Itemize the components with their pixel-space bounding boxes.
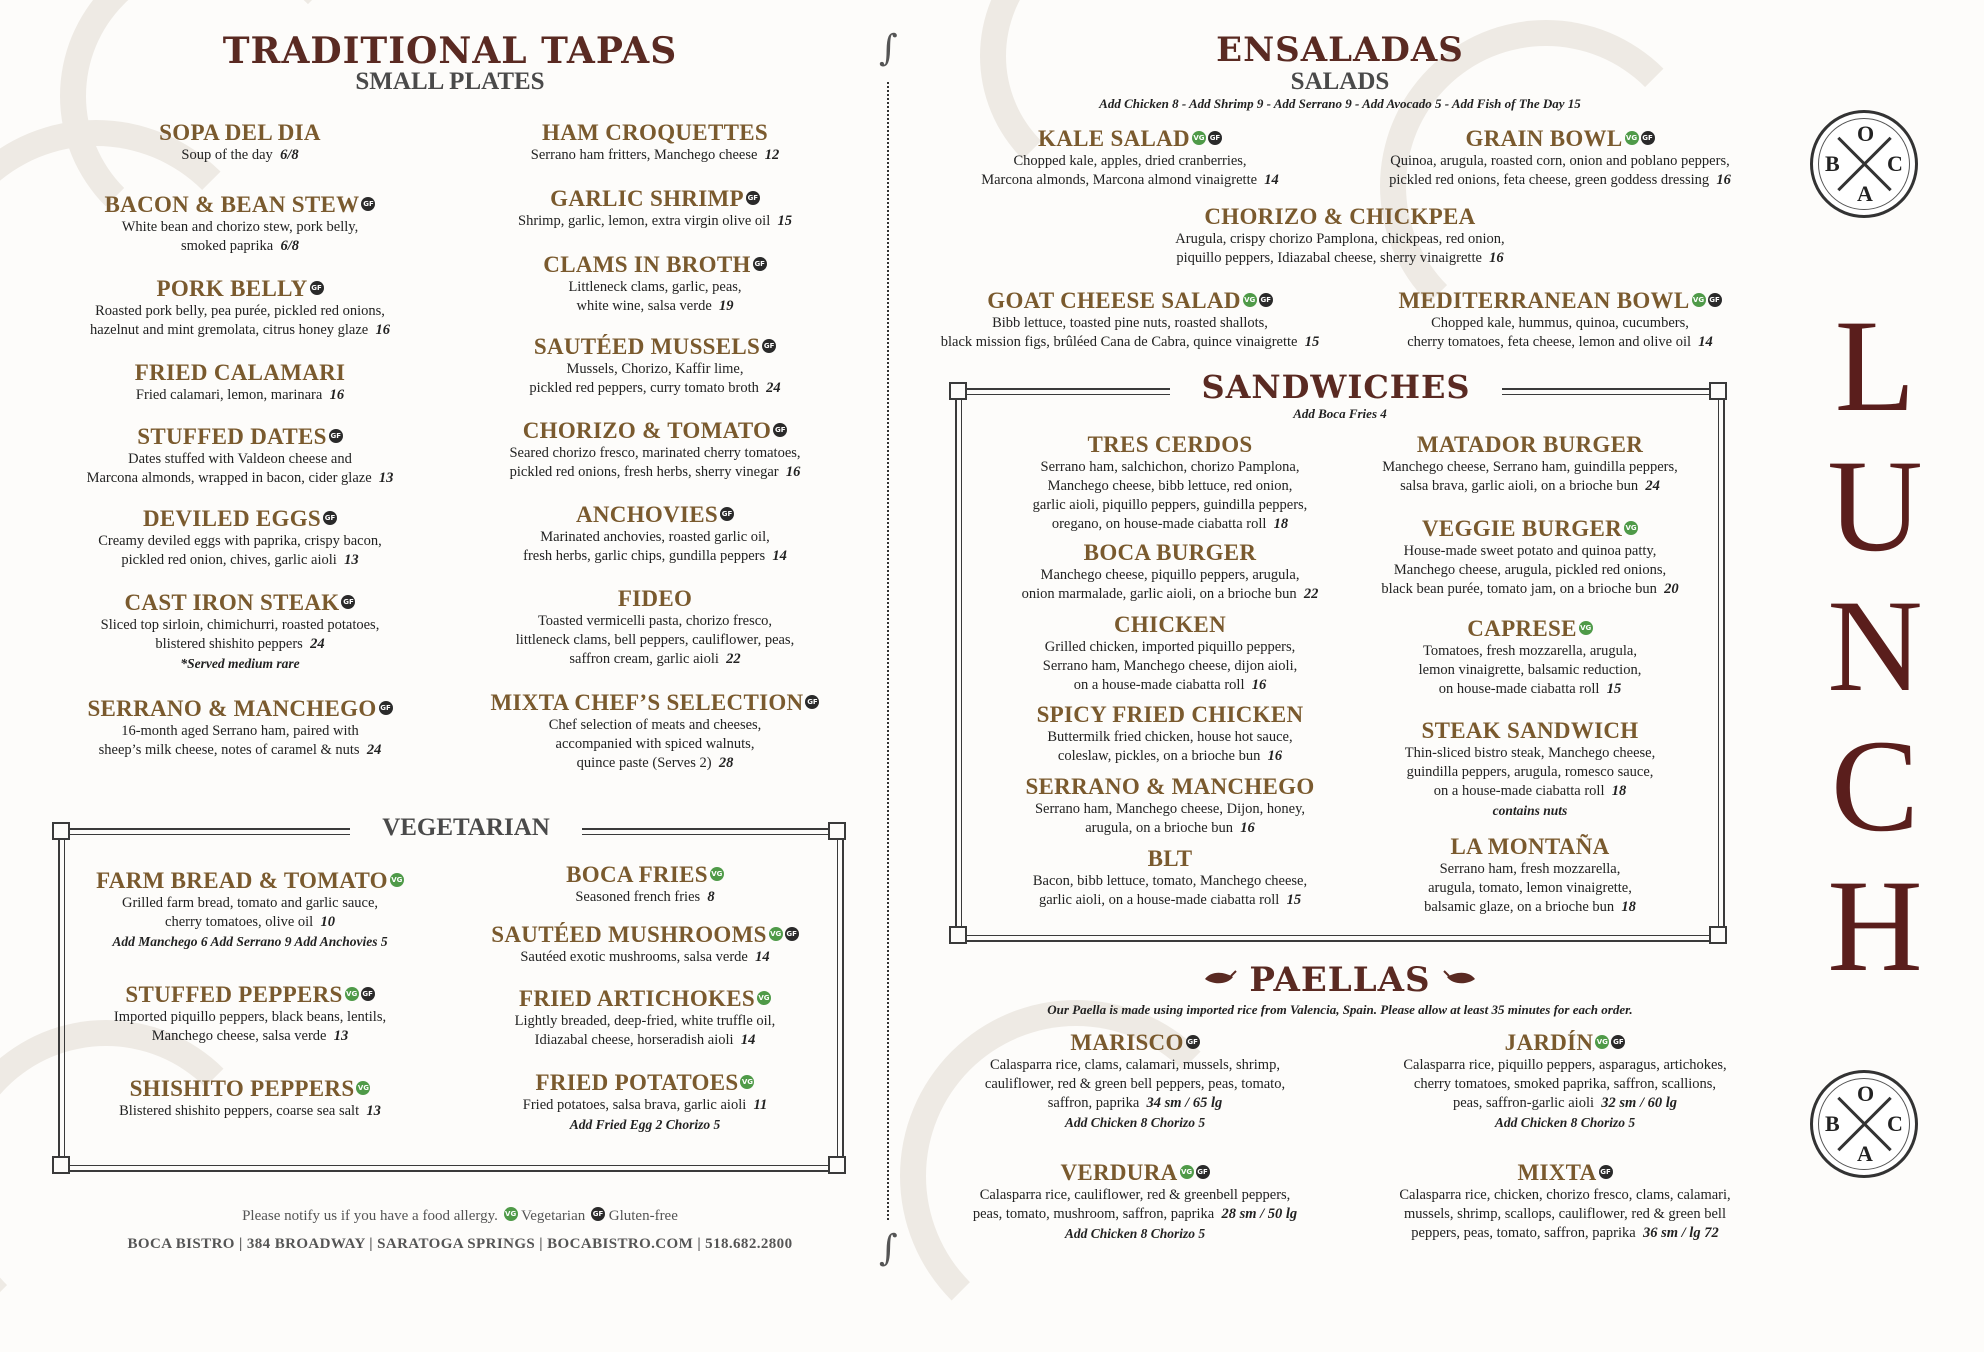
menu-item (460, 334, 850, 398)
menu-item-price: 18 (1273, 516, 1289, 532)
allergy-note: Please notify us if you have a food allergy. (242, 1208, 498, 1224)
menu-item-description: Littleneck clams, garlic, peas, white wine, salsa verde 19 (568, 279, 742, 314)
paellas-heading (1090, 960, 1590, 1000)
chili-pepper-icon (1443, 969, 1477, 987)
menu-item-description: Tomatoes, fresh mozzarella, arugula, lemon vinaigrette, balsamic reduction, on house-made ciabatta roll 15 (1418, 643, 1642, 697)
menu-item (460, 922, 830, 967)
boca-logo: O B C A (1810, 110, 1918, 218)
menu-item-name: BACON & BEAN STEW GF (104, 192, 374, 217)
menu-item-name: BOCA BURGER (1083, 540, 1257, 565)
boca-logo: O B C A (1810, 1070, 1918, 1178)
menu-item-description: White bean and chorizo stew, pork belly, smoked paprika 6/8 (121, 219, 359, 254)
menu-item-name: PORK BELLY GF (156, 276, 322, 301)
menu-item-name: TRES CERDOS (1087, 432, 1253, 457)
vegetarian-badge-icon: VG (769, 927, 783, 941)
menu-item-description: Grilled chicken, imported piquillo peppers, Serrano ham, Manchego cheese, dijon aioli, on a house-made ciabatta roll 16 (1042, 639, 1298, 693)
menu-item-description: Toasted vermicelli pasta, chorizo fresco, littleneck clams, bell peppers, cauliflower, peas, saffron cream, garlic aioli 22 (515, 613, 795, 667)
menu-item-description: Seasoned french fries 8 (575, 889, 715, 905)
menu-item (925, 288, 1335, 352)
menu-item-name: MATADOR BURGER (1416, 432, 1644, 457)
menu-item-description: Lightly breaded, deep-fried, white truffle oil, Idiazabal cheese, horseradish aioli 14 (514, 1013, 776, 1048)
menu-item-name: FARM BREAD & TOMATO VG (96, 868, 403, 893)
menu-item-description: Roasted pork belly, pea purée, pickled red onions, hazelnut and mint gremolata, citrus honey glaze 16 (90, 303, 390, 338)
menu-item-price: 6/8 (280, 238, 299, 254)
lunch-letter: L (1834, 292, 1916, 439)
box-corner (52, 1156, 70, 1174)
gluten-free-label: Gluten-free (608, 1208, 678, 1224)
gluten-free-badge-icon: GF (1641, 131, 1655, 145)
menu-item (460, 1070, 830, 1134)
allergy-legend (60, 1208, 860, 1225)
menu-item-description: Serrano ham fritters, Manchego cheese 12 (530, 147, 780, 163)
menu-item (60, 696, 420, 760)
menu-item-description: Soup of the day 6/8 (181, 147, 299, 163)
menu-item (1345, 288, 1775, 352)
gluten-free-badge-icon: GF (746, 191, 760, 205)
menu-item-description: Chopped kale, hummus, quinoa, cucumbers, cherry tomatoes, feta cheese, lemon and olive oil 14 (1407, 315, 1713, 350)
gluten-free-badge-icon: GF (785, 927, 799, 941)
menu-item-price: 13 (366, 1103, 381, 1119)
menu-item-description: Calasparra rice, cauliflower, red & greenbell peppers, peas, tomato, mushroom, saffron, paprika 28 sm / 50 lg (972, 1187, 1298, 1222)
menu-item-name: MIXTA CHEF’S SELECTION GF (490, 690, 818, 715)
menu-item (60, 590, 420, 673)
vegetarian-title: VEGETARIAN (350, 814, 582, 842)
vegetarian-badge-icon: VG (356, 1081, 370, 1095)
vegetarian-badge-icon: VG (1692, 293, 1706, 307)
menu-item-price: 18 (1621, 899, 1636, 915)
menu-item (1345, 834, 1715, 917)
menu-item-price: 34 sm / 65 lg (1146, 1095, 1223, 1111)
menu-item-price: 32 sm / 60 lg (1601, 1095, 1678, 1111)
menu-item-price: 16 (1240, 820, 1255, 836)
menu-item-price: 16 (1267, 748, 1283, 764)
vegetarian-badge-icon: VG (1180, 1165, 1194, 1179)
menu-item (60, 424, 420, 488)
menu-item-price: 14 (772, 548, 787, 564)
menu-item-price: 6/8 (280, 147, 299, 163)
menu-item (460, 418, 850, 482)
menu-item-price: 13 (378, 470, 394, 486)
gluten-free-badge-icon: GF (1186, 1035, 1200, 1049)
menu-item-price: 11 (753, 1097, 768, 1113)
ensaladas-title: ENSALADAS (1216, 30, 1464, 70)
menu-item-name: SHISHITO PEPPERS VG (129, 1076, 370, 1101)
vegetarian-badge-icon: VG (504, 1207, 518, 1221)
menu-item (925, 1160, 1345, 1243)
box-corner (949, 382, 967, 400)
menu-item-name: KALE SALAD VG GF (1038, 126, 1221, 151)
menu-item-name: STUFFED PEPPERS VG GF (125, 982, 373, 1007)
menu-item-price: 16 (1489, 250, 1504, 266)
lunch-letter: U (1827, 432, 1923, 579)
menu-item (70, 1076, 430, 1121)
menu-item-description: Serrano ham, salchichon, chorizo Pamplona, Manchego cheese, bibb lettuce, red onion, garlic aioli, piquillo peppers, guindilla peppers, oregano, on house-made ciabatta roll 18 (1032, 459, 1308, 532)
menu-item-name: HAM CROQUETTES (542, 120, 768, 145)
tapas-subtitle: SMALL PLATES (355, 68, 545, 95)
box-corner (828, 822, 846, 840)
menu-item-price: 13 (344, 552, 359, 568)
gluten-free-badge-icon: GF (341, 595, 355, 609)
menu-item-description: Serrano ham, Manchego cheese, Dijon, honey, arugula, on a brioche bun 16 (1034, 801, 1306, 836)
menu-item-name: FRIED CALAMARI (134, 360, 346, 385)
vegetarian-badge-icon: VG (1192, 131, 1206, 145)
menu-item (1345, 616, 1715, 699)
menu-item-description: Calasparra rice, piquillo peppers, asparagus, artichokes, cherry tomatoes, smoked paprika, saffron, scallions, peas, saffron-garlic aioli 32 sm / 60 lg (1403, 1057, 1727, 1111)
menu-item-name: BOCA FRIES VG (566, 862, 723, 887)
menu-item-description: Quinoa, arugula, roasted corn, onion and poblano peppers, pickled red onions, feta cheese, green goddess dressing 16 (1389, 153, 1731, 188)
menu-item (925, 1030, 1345, 1132)
menu-item-description: Calasparra rice, clams, calamari, mussels, shrimp, cauliflower, red & green bell peppers, peas, tomato, saffron, paprika 34 sm / 65 lg (984, 1057, 1286, 1111)
menu-item (975, 540, 1365, 604)
menu-item-price: 16 (1251, 677, 1267, 693)
menu-item-name: CHICKEN (1113, 612, 1226, 637)
gluten-free-badge-icon: GF (379, 701, 393, 715)
paellas-title: PAELLAS (1249, 960, 1431, 1000)
menu-item-description: Imported piquillo peppers, black beans, lentils, Manchego cheese, salsa verde 13 (113, 1009, 387, 1044)
gluten-free-badge-icon: GF (591, 1207, 605, 1221)
menu-item (460, 586, 850, 669)
menu-item-price: 36 sm / lg 72 (1642, 1225, 1719, 1241)
menu-item (60, 120, 420, 165)
menu-item-name: STUFFED DATES GF (137, 424, 341, 449)
menu-item-price: 16 (1716, 172, 1731, 188)
gluten-free-badge-icon: GF (753, 257, 767, 271)
gluten-free-badge-icon: GF (720, 507, 734, 521)
menu-item (1345, 1030, 1785, 1132)
gluten-free-badge-icon: GF (805, 695, 819, 709)
menu-item-price: 15 (1606, 681, 1622, 697)
menu-item-description: Sliced top sirloin, chimichurri, roasted potatoes, blistered shishito peppers 24 (100, 617, 380, 652)
box-corner (1709, 382, 1727, 400)
gluten-free-badge-icon: GF (773, 423, 787, 437)
menu-item-price: 8 (707, 889, 715, 905)
menu-item (70, 982, 430, 1046)
menu-item-description: Shrimp, garlic, lemon, extra virgin olive oil 15 (518, 213, 792, 229)
gluten-free-badge-icon: GF (762, 339, 776, 353)
menu-item-name: STEAK SANDWICH (1421, 718, 1639, 743)
gluten-free-badge-icon: GF (323, 511, 337, 525)
menu-item-extra: Add Chicken 8 Chorizo 5 (1064, 1226, 1206, 1241)
vegetarian-badge-icon: VG (390, 873, 404, 887)
vegetarian-badge-icon: VG (1595, 1035, 1609, 1049)
menu-item-description: Bibb lettuce, toasted pine nuts, roasted shallots, black mission figs, brûléed Cana de Cabra, quince vinaigrette 15 (940, 315, 1320, 350)
menu-item (460, 252, 850, 316)
menu-item-name: CAST IRON STEAK GF (124, 590, 354, 615)
menu-item (60, 506, 420, 570)
menu-item (460, 986, 830, 1050)
ensaladas-note: Add Chicken 8 - Add Shrimp 9 - Add Serrano 9 - Add Avocado 5 - Add Fish of The Day 15 (1099, 96, 1581, 111)
chili-pepper-icon (1203, 969, 1237, 987)
menu-item-description: Serrano ham, fresh mozzarella, arugula, tomato, lemon vinaigrette, balsamic glaze, on a brioche bun 18 (1424, 861, 1636, 915)
menu-item-description: Dates stuffed with Valdeon cheese and Marcona almonds, wrapped in bacon, cider glaze 13 (86, 451, 394, 486)
menu-item (60, 192, 420, 256)
menu-item-name: MIXTA GF (1517, 1160, 1611, 1185)
tapas-title: TRADITIONAL TAPAS (222, 30, 678, 72)
gluten-free-badge-icon: GF (310, 281, 324, 295)
menu-item-name: SAUTÉED MUSSELS GF (533, 334, 775, 359)
menu-item-description: Grilled farm bread, tomato and garlic sauce, cherry tomatoes, olive oil 10 (121, 895, 379, 930)
vegetarian-badge-icon: VG (1243, 293, 1257, 307)
menu-item (460, 862, 830, 907)
menu-item-price: 22 (726, 651, 741, 667)
menu-item (925, 126, 1335, 190)
menu-item-name: GOAT CHEESE SALAD VG GF (987, 288, 1271, 313)
menu-item-price: 28 sm / 50 lg (1221, 1206, 1298, 1222)
vegetarian-badge-icon: VG (345, 987, 359, 1001)
sandwiches-note: Add Boca Fries 4 (1293, 406, 1387, 421)
box-corner (949, 926, 967, 944)
menu-item-name: CLAMS IN BROTH GF (543, 252, 765, 277)
menu-item (60, 360, 420, 405)
gluten-free-badge-icon: GF (1708, 293, 1722, 307)
menu-item-name: BLT (1147, 846, 1193, 871)
center-divider (887, 82, 889, 1220)
menu-item-name: ANCHOVIES GF (575, 502, 733, 527)
vegetarian-badge-icon: VG (757, 991, 771, 1005)
vegetarian-badge-icon: VG (1624, 521, 1638, 535)
vegetarian-badge-icon: VG (1625, 131, 1639, 145)
menu-item-name: SOPA DEL DIA (159, 120, 321, 145)
scroll-ornament-icon: ∫ (879, 28, 898, 69)
menu-item (460, 690, 850, 773)
menu-item-name: SERRANO & MANCHEGO (1025, 774, 1315, 799)
menu-item (975, 774, 1365, 838)
menu-item (460, 120, 850, 165)
menu-item-extra: Add Manchego 6 Add Serrano 9 Add Anchovies 5 (112, 934, 388, 949)
menu-item (460, 502, 850, 566)
menu-item-name: MEDITERRANEAN BOWL VG GF (1398, 288, 1720, 313)
gluten-free-badge-icon: GF (1599, 1165, 1613, 1179)
menu-item-description: Calasparra rice, chicken, chorizo fresco, clams, calamari, mussels, shrimp, scallops, cauliflower, red & green bell peppers, peas, tomato, saffron, paprika 36 sm / lg 72 (1399, 1187, 1731, 1241)
menu-item-extra: *Served medium rare (180, 656, 300, 671)
gluten-free-badge-icon: GF (329, 429, 343, 443)
gluten-free-badge-icon: GF (1208, 131, 1222, 145)
menu-item-description: Chopped kale, apples, dried cranberries, Marcona almonds, Marcona almond vinaigrette 14 (981, 153, 1279, 188)
menu-item-name: FIDEO (617, 586, 693, 611)
menu-item-name: DEVILED EGGS GF (142, 506, 336, 531)
menu-item (460, 186, 850, 231)
menu-item-extra: Add Fried Egg 2 Chorizo 5 (569, 1117, 721, 1132)
menu-item-description: Chef selection of meats and cheeses, accompanied with spiced walnuts, quince paste (Serves 2) 28 (548, 717, 762, 771)
menu-item-extra: Add Chicken 8 Chorizo 5 (1494, 1115, 1636, 1130)
paellas-note: Our Paella is made using imported rice from Valencia, Spain. Please allow at least 35 minutes for each order. (1047, 1002, 1633, 1017)
menu-item-description: Marinated anchovies, roasted garlic oil, fresh herbs, garlic chips, gundilla peppers 14 (523, 529, 787, 564)
menu-item-description: Creamy deviled eggs with paprika, crispy bacon, pickled red onion, chives, garlic aioli 13 (98, 533, 382, 568)
menu-item-price: 19 (719, 298, 734, 314)
vegetarian-label: Vegetarian (521, 1208, 586, 1224)
menu-item (975, 846, 1365, 910)
ensaladas-subtitle: SALADS (1290, 68, 1390, 95)
menu-item-price: 14 (755, 949, 770, 965)
menu-item (975, 432, 1365, 534)
menu-item (1345, 1160, 1785, 1243)
menu-item-name: VEGGIE BURGER VG (1421, 516, 1637, 541)
menu-item-price: 16 (375, 322, 390, 338)
gluten-free-badge-icon: GF (361, 197, 375, 211)
menu-item-name: GRAIN BOWL VG GF (1465, 126, 1653, 151)
menu-item-extra: Add Chicken 8 Chorizo 5 (1064, 1115, 1206, 1130)
menu-item-name: LA MONTAÑA (1450, 834, 1610, 859)
gluten-free-badge-icon: GF (1196, 1165, 1210, 1179)
menu-item-description: Mussels, Chorizo, Kaffir lime, pickled red peppers, curry tomato broth 24 (529, 361, 781, 396)
menu-item-name: CHORIZO & TOMATO GF (522, 418, 786, 443)
menu-item (60, 276, 420, 340)
menu-item-price: 24 (1645, 478, 1660, 494)
menu-item-name: VERDURA VG GF (1060, 1160, 1208, 1185)
menu-item (1345, 718, 1715, 820)
box-corner (52, 822, 70, 840)
menu-item (1120, 204, 1560, 268)
lunch-letter: C (1830, 712, 1920, 859)
gluten-free-badge-icon: GF (361, 987, 375, 1001)
menu-item-price: 14 (740, 1032, 756, 1048)
menu-item-description: Seared chorizo fresco, marinated cherry tomatoes, pickled red onions, fresh herbs, sherry vinegar 16 (509, 445, 801, 480)
menu-item-price: 14 (1264, 172, 1279, 188)
address-line: BOCA BISTRO | 384 BROADWAY | SARATOGA SPRINGS | BOCABISTRO.COM | 518.682.2800 (127, 1236, 793, 1252)
menu-item-price: 24 (366, 742, 382, 758)
lunch-letter: H (1827, 852, 1923, 999)
menu-item-price: 12 (764, 147, 780, 163)
menu-item-price: 15 (1286, 892, 1302, 908)
lunch-letter: N (1827, 572, 1923, 719)
menu-item-name: SAUTÉED MUSHROOMS VG GF (491, 922, 797, 947)
menu-item-price: 13 (333, 1028, 349, 1044)
menu-item-description: Bacon, bibb lettuce, tomato, Manchego cheese, garlic aioli, on a house-made ciabatta roll 15 (1032, 873, 1308, 908)
menu-item-price: 22 (1303, 586, 1319, 602)
menu-item-name: SPICY FRIED CHICKEN (1036, 702, 1304, 727)
menu-item-name: GARLIC SHRIMP GF (550, 186, 759, 211)
menu-item (1345, 432, 1715, 496)
menu-item-description: Blistered shishito peppers, coarse sea salt 13 (119, 1103, 381, 1119)
box-corner (828, 1156, 846, 1174)
menu-item-price: 15 (1304, 334, 1320, 350)
menu-item (70, 868, 430, 951)
vegetarian-badge-icon: VG (740, 1075, 754, 1089)
vegetarian-badge-icon: VG (710, 867, 724, 881)
menu-item-name: MARISCO GF (1070, 1030, 1198, 1055)
menu-item-description: Sautéed exotic mushrooms, salsa verde 14 (520, 949, 770, 965)
menu-item (975, 702, 1365, 766)
menu-item-name: FRIED ARTICHOKES VG (519, 986, 770, 1011)
menu-item-price: 15 (777, 213, 792, 229)
menu-item-description: Fried calamari, lemon, marinara 16 (135, 387, 345, 403)
menu-item-price: 24 (310, 636, 325, 652)
menu-item-description: Arugula, crispy chorizo Pamplona, chickpeas, red onion, piquillo peppers, Idiazabal cheese, sherry vinaigrette 16 (1175, 231, 1505, 266)
menu-item-description: Buttermilk fried chicken, house hot sauce, coleslaw, pickles, on a brioche bun 16 (1047, 729, 1293, 764)
menu-item-price: 10 (320, 914, 335, 930)
menu-item-description: 16-month aged Serrano ham, paired with sheep’s milk cheese, notes of caramel & nuts 24 (98, 723, 382, 758)
menu-item-name: JARDÍN VG GF (1504, 1030, 1624, 1055)
menu-item-description: Manchego cheese, piquillo peppers, arugula, onion marmalade, garlic aioli, on a brioche bun 22 (1021, 567, 1319, 602)
menu-item-price: 14 (1698, 334, 1713, 350)
scroll-ornament-icon: ∫ (879, 1228, 898, 1269)
menu-item-price: 24 (766, 380, 781, 396)
box-corner (1709, 926, 1727, 944)
menu-item-price: 16 (785, 464, 801, 480)
gluten-free-badge-icon: GF (1611, 1035, 1625, 1049)
menu-item-description: Fried potatoes, salsa brava, garlic aioli 11 (522, 1097, 768, 1113)
menu-item-price: 20 (1664, 581, 1679, 597)
menu-item (1345, 516, 1715, 599)
menu-item-description: Manchego cheese, Serrano ham, guindilla peppers, salsa brava, garlic aioli, on a brioche bun 24 (1382, 459, 1678, 494)
menu-item-description: Thin-sliced bistro steak, Manchego cheese, guindilla peppers, arugula, romesco sauce, on a house-made ciabatta roll 18 (1404, 745, 1656, 799)
menu-item-price: 16 (329, 387, 345, 403)
menu-item-price: 28 (718, 755, 734, 771)
menu-item (1345, 126, 1775, 190)
vegetarian-badge-icon: VG (1579, 621, 1593, 635)
menu-item (975, 612, 1365, 695)
menu-item-price: 18 (1611, 783, 1627, 799)
menu-item-name: CAPRESE VG (1467, 616, 1592, 641)
menu-item-name: FRIED POTATOES VG (535, 1070, 754, 1095)
sandwiches-title: SANDWICHES (1170, 368, 1502, 406)
menu-item-extra: contains nuts (1492, 803, 1568, 818)
menu-item-description: House-made sweet potato and quinoa patty, Manchego cheese, arugula, pickled red onions, black bean purée, tomato jam, on a brioche bun 20 (1381, 543, 1679, 597)
gluten-free-badge-icon: GF (1259, 293, 1273, 307)
menu-item-name: SERRANO & MANCHEGO GF (87, 696, 391, 721)
menu-item-name: CHORIZO & CHICKPEA (1204, 204, 1476, 229)
